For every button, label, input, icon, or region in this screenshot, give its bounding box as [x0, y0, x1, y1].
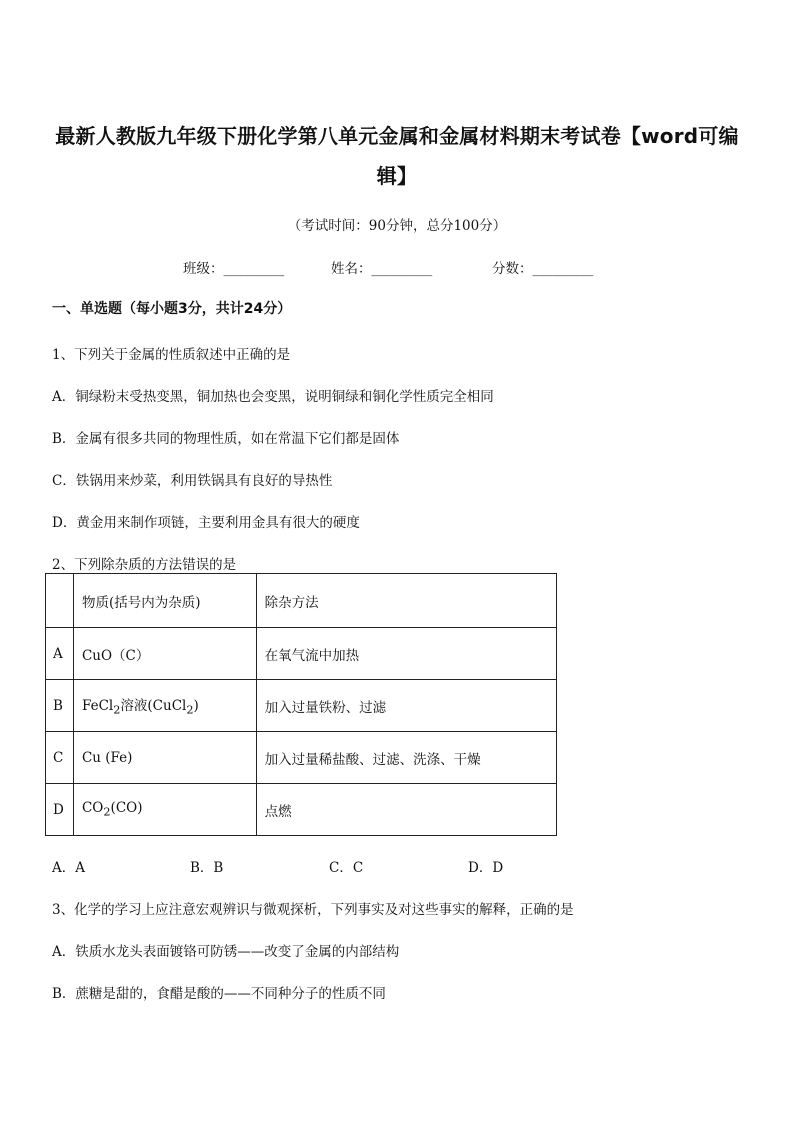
table-row	[46, 628, 557, 680]
exam-title: 最新人教版九年级下册化学第八单元金属和金属材料期末考试卷【word可编辑】	[55, 124, 739, 188]
table-header-row	[46, 574, 557, 628]
row-label: B	[46, 680, 74, 732]
table-header-cell	[46, 574, 74, 628]
question-2-option-d: D．D	[468, 860, 504, 876]
question-3-option-a: A．铁质水龙头表面镀铬可防锈——改变了金属的内部结构	[52, 944, 400, 960]
row-label: C	[46, 732, 74, 784]
exam-subtitle: （考试时间：90分钟，总分100分）	[287, 218, 507, 234]
table-row	[46, 732, 557, 784]
formula-part: 溶液(CuCl	[120, 698, 187, 715]
formula-part: CO	[81, 800, 104, 817]
question-2-option-b: B．B	[190, 860, 224, 876]
impurity-removal-table	[45, 573, 557, 836]
row-label: A	[46, 628, 74, 680]
substance-cell: CuO（C）	[73, 628, 256, 680]
question-2-option-c: C．C	[329, 860, 364, 876]
method-cell: 点燃	[256, 784, 556, 836]
table-header-cell: 物质(括号内为杂质)	[73, 574, 256, 628]
substance-cell	[73, 680, 256, 732]
method-cell: 加入过量稀盐酸、过滤、洗涤、干燥	[256, 732, 556, 784]
formula-part: )	[193, 698, 199, 715]
substance-cell	[73, 784, 256, 836]
section-title: 一、单选题（每小题3分，共计24分）	[52, 301, 292, 317]
question-1-option-c: C．铁锅用来炒菜，利用铁锅具有良好的导热性	[52, 473, 333, 489]
class-field: 班级：_________	[183, 261, 285, 277]
question-2-option-a: A．A	[52, 860, 85, 876]
formula-part: (CO)	[110, 800, 143, 817]
table-header-cell: 除杂方法	[256, 574, 556, 628]
method-cell: 加入过量铁粉、过滤	[256, 680, 556, 732]
formula-part: FeCl	[81, 698, 114, 715]
question-1-option-b: B．金属有很多共同的物理性质，如在常温下它们都是固体	[52, 431, 400, 447]
question-2-options	[0, 856, 794, 876]
substance-cell: Cu (Fe)	[73, 732, 256, 784]
score-field: 分数：_________	[492, 261, 594, 277]
name-field: 姓名：_________	[331, 261, 433, 277]
formula-subscript: 2	[186, 703, 194, 717]
question-2-stem: 2、下列除杂质的方法错误的是	[52, 557, 237, 573]
question-1-option-a: A．铜绿粉末受热变黑，铜加热也会变黑，说明铜绿和铜化学性质完全相同	[52, 389, 494, 405]
question-3-option-b: B．蔗糖是甜的，食醋是酸的——不同种分子的性质不同	[52, 986, 386, 1002]
question-3-stem: 3、化学的学习上应注意宏观辨识与微观探析，下列事实及对这些事实的解释，正确的是	[52, 902, 574, 918]
question-1-option-d: D．黄金用来制作项链，主要利用金具有很大的硬度	[52, 515, 360, 531]
row-label: D	[46, 784, 74, 836]
table-row	[46, 680, 557, 732]
student-info-row	[0, 257, 794, 277]
table-row	[46, 784, 557, 836]
formula-subscript: 2	[113, 703, 121, 717]
method-cell: 在氧气流中加热	[256, 628, 556, 680]
formula-subscript: 2	[103, 805, 111, 819]
question-1-stem: 1、下列关于金属的性质叙述中正确的是	[52, 347, 291, 363]
